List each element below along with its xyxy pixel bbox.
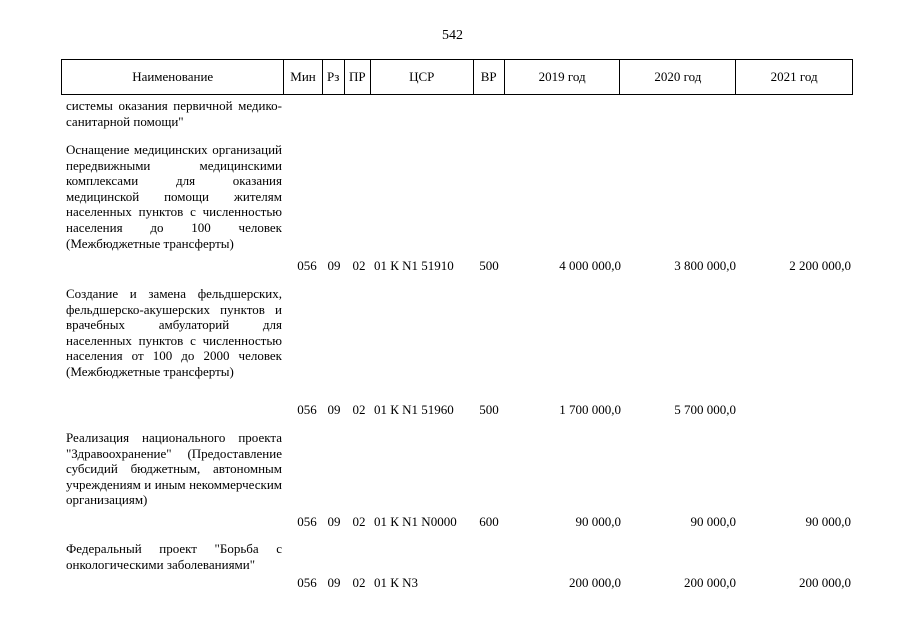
header-pr: ПР — [344, 60, 370, 95]
row-pr: 02 — [352, 402, 366, 417]
row-csr: 01 К N1 51960 — [374, 402, 454, 417]
row-name: системы оказания первичной медико-санитарной помощи" — [66, 98, 282, 129]
row-csr: 01 К N3 — [374, 575, 419, 590]
row-vr: 600 — [479, 514, 499, 529]
row-name: Реализация национального проекта "Здравоохранение" (Предоставление субсидий бюджетным, автономным учреждениям и иным некоммерческим организациям) — [66, 430, 282, 508]
row-min: 056 — [297, 514, 317, 529]
row-csr: 01 К N1 51910 — [374, 258, 454, 273]
header-2020: 2020 год — [620, 60, 736, 95]
row-name: Федеральный проект "Борьба с онкологическими заболеваниями" — [66, 541, 282, 572]
row-2021: 2 200 000,0 — [789, 258, 851, 273]
row-rz: 09 — [327, 575, 341, 590]
header-name: Наименование — [62, 60, 284, 95]
row-pr: 02 — [352, 575, 366, 590]
row-2020: 90 000,0 — [690, 514, 736, 529]
row-rz: 09 — [327, 514, 341, 529]
row-name: Оснащение медицинских организаций передвижными медицинскими комплексами для оказания медицинской помощи жителям населенных пунктов с численностью населения до 100 человек (Межбюджетные трансферты) — [66, 142, 282, 251]
row-csr: 01 К N1 N0000 — [374, 514, 457, 529]
row-2019: 200 000,0 — [569, 575, 621, 590]
row-2021: 200 000,0 — [799, 575, 851, 590]
row-2021: 90 000,0 — [805, 514, 851, 529]
header-2019: 2019 год — [504, 60, 620, 95]
row-2019: 1 700 000,0 — [559, 402, 621, 417]
row-min: 056 — [297, 258, 317, 273]
row-pr: 02 — [352, 514, 366, 529]
row-name: Создание и замена фельдшерских, фельдшерско-акушерских пунктов и врачебных амбулаторий для населенных пунктов с численностью населения от 100 до 2000 человек (Межбюджетные трансферты) — [66, 286, 282, 379]
row-vr: 500 — [479, 258, 499, 273]
row-2019: 4 000 000,0 — [559, 258, 621, 273]
row-2020: 200 000,0 — [684, 575, 736, 590]
header-vr: ВР — [473, 60, 504, 95]
header-2021: 2021 год — [736, 60, 853, 95]
header-rz: Рз — [322, 60, 344, 95]
row-rz: 09 — [327, 258, 341, 273]
row-2020: 3 800 000,0 — [674, 258, 736, 273]
row-min: 056 — [297, 575, 317, 590]
row-2019: 90 000,0 — [575, 514, 621, 529]
row-2020: 5 700 000,0 — [674, 402, 736, 417]
row-rz: 09 — [327, 402, 341, 417]
page-number: 542 — [442, 28, 463, 43]
row-min: 056 — [297, 402, 317, 417]
row-vr: 500 — [479, 402, 499, 417]
header-min: Мин — [284, 60, 322, 95]
header-csr: ЦСР — [370, 60, 473, 95]
row-pr: 02 — [352, 258, 366, 273]
